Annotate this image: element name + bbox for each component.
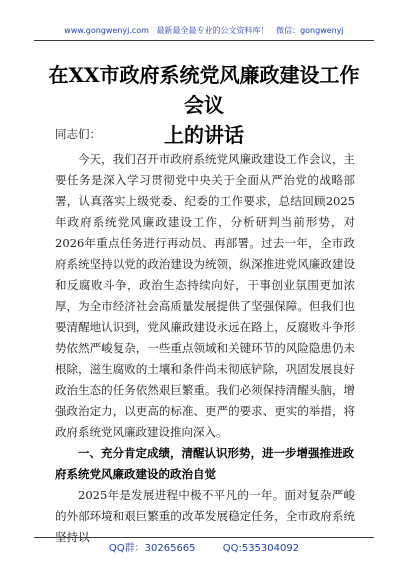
page-footer	[0, 542, 408, 556]
header-slogan: 最新最全最专业的公文资料库！	[156, 26, 269, 35]
page-header	[0, 25, 408, 37]
header-divider	[34, 40, 374, 41]
salutation: 同志们：	[55, 127, 101, 141]
section-heading-1: 一、充分肯定成绩，清醒认识形势，进一步增强推进政府系统党风廉政建设的政治自觉	[55, 446, 354, 481]
footer-divider	[34, 537, 374, 538]
header-url[interactable]: www.gongwenyj.com	[64, 26, 149, 35]
paragraph-1: 今天，我们召开市政府系统党风廉政建设工作会议，主要任务是深入学习贯彻党中央关于全面从严治党的战略部署，认真落实上级党委、纪委的工作要求，总结回顾2025年政府系统党风廉政建设工作，分析研判当前形势，对2026年重点任务进行再动员、再部署。过去一年，全市政府系统坚持以党的政治建设为统领，纵深推进党风廉政建设和反腐败斗争，政治生态持续向好，干事创业氛围更加浓厚，为全市经济社会高质量发展提供了坚强保障。但我们也要清醒地认识到，党风廉政建设永远在路上，反腐败斗争形势依然严峻复杂，一些重点领域和关键环节的风险隐患仍未根除，滋生腐败的土壤和条件尚未彻底铲除，巩固发展良好政治生态的任务依然艰巨繁重。我们必须保持清醒头脑，增强政治定力，以更高的标准、更严的要求、更实的举措，将政府系统党风廉政建设推向深入。	[55, 152, 355, 439]
title-line-2: 上的讲话	[164, 123, 244, 147]
footer-qq-group: QQ群：30265665	[108, 543, 196, 554]
document-body	[55, 124, 355, 548]
title-line-1: 在XX市政府系统党风廉政建设工作会议	[48, 63, 360, 117]
paragraph-2: 2025年是发展进程中极不平凡的一年。面对复杂严峻的外部环境和艰巨繁重的改革发展稳定任务，全市政府系统坚持以	[55, 488, 355, 544]
header-wechat: 微信：gongwenyj	[276, 26, 344, 35]
footer-qq: QQ:535304092	[222, 543, 300, 554]
